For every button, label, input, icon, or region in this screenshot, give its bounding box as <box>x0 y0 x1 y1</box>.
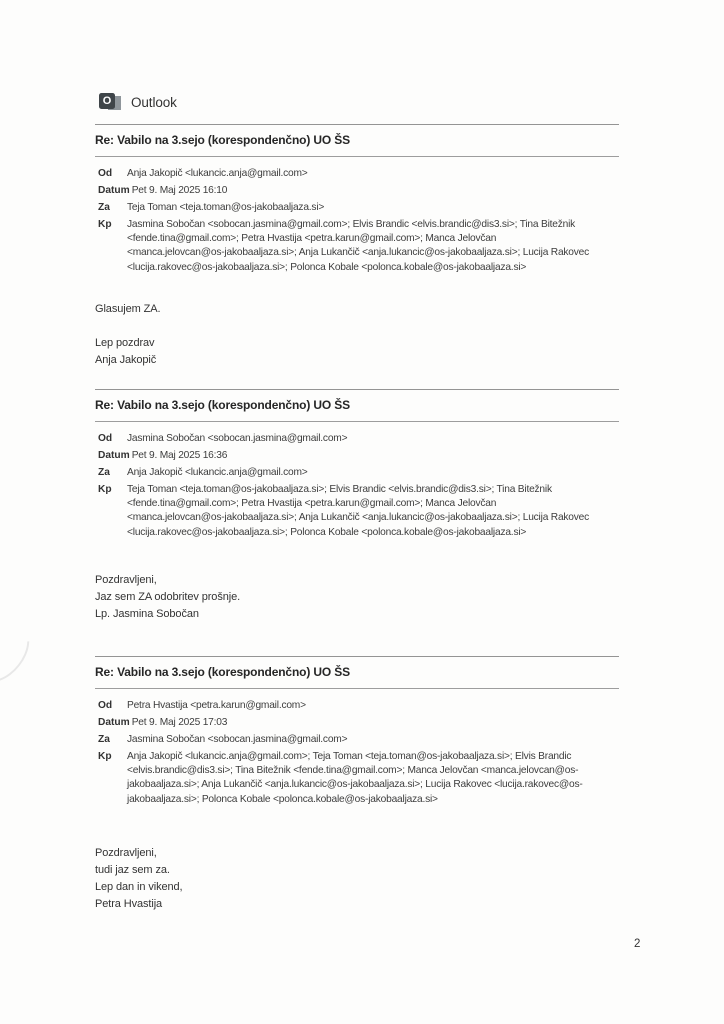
body-line: Petra Hvastija <box>95 897 163 910</box>
header-field-label: Datum <box>98 450 130 461</box>
header-field-label: Datum <box>98 185 130 196</box>
header-value-line: <lucija.rakovec@os-jakobaaljaza.si>; Polonca Kobale <polonca.kobale@os-jakobaaljaza.si> <box>127 261 527 273</box>
body-line: Pozdravljeni, <box>95 846 157 859</box>
header-value-line: <manca.jelovcan@os-jakobaaljaza.si>; Anja Lukančič <anja.lukancic@os-jakobaaljaza.si>; Lucija Rakovec <box>127 512 590 524</box>
body-line: Jaz sem ZA odobritev prošnje. <box>95 590 241 603</box>
header-row-za <box>98 466 619 480</box>
email-body <box>95 845 619 913</box>
email-subject: Re: Vabilo na 3.sejo (korespondenčno) UO ŠS <box>95 665 350 679</box>
header-field-value <box>132 184 619 198</box>
email-message <box>95 389 619 623</box>
body-line: Glasujem ZA. <box>95 302 161 315</box>
page-number: 2 <box>634 938 641 950</box>
outlook-label: Outlook <box>131 94 177 110</box>
header-value-line: Jasmina Sobočan <sobocan.jasmina@gmail.com> <box>127 433 348 444</box>
email-message <box>95 656 619 913</box>
header-field-label: Od <box>98 168 113 179</box>
header-value-line: <lucija.rakovec@os-jakobaaljaza.si>; Polonca Kobale <polonca.kobale@os-jakobaaljaza.si> <box>127 526 527 538</box>
body-line: Lp. Jasmina Sobočan <box>95 607 199 620</box>
header-field-value <box>127 201 619 215</box>
header-value-line: <manca.jelovcan@os-jakobaaljaza.si>; Anja Lukančič <anja.lukancic@os-jakobaaljaza.si>; Lucija Rakovec <box>127 247 590 259</box>
header-value-line: Anja Jakopič <lukancic.anja@gmail.com> <box>127 168 308 179</box>
header-value-line: Petra Hvastija <petra.karun@gmail.com> <box>127 700 306 711</box>
subject-divider <box>95 688 619 689</box>
subject-divider <box>95 156 619 157</box>
body-line: Lep pozdrav <box>95 336 155 349</box>
header-row-datum <box>98 184 619 198</box>
header-row-od <box>98 432 619 446</box>
header-field-value <box>127 733 619 747</box>
body-line: Anja Jakopič <box>95 353 157 366</box>
header-field-value <box>127 432 619 446</box>
header-field-label: Za <box>98 467 110 478</box>
header-value-line: jakobaaljaza.si>; Polonca Kobale <polonca.kobale@os-jakobaaljaza.si> <box>127 793 438 805</box>
header-row-za <box>98 733 619 747</box>
header-value-line: Pet 9. Maj 2025 16:36 <box>131 450 228 461</box>
header-row-kp <box>98 483 619 540</box>
body-line: Pozdravljeni, <box>95 573 157 586</box>
header-field-value <box>127 466 619 480</box>
header-field-label: Kp <box>98 751 112 762</box>
header-value-line: Jasmina Sobočan <sobocan.jasmina@gmail.com> <box>127 734 348 745</box>
outlook-brand <box>99 92 177 112</box>
header-field-value <box>127 218 619 275</box>
header-field-label: Od <box>98 433 113 444</box>
header-field-label: Kp <box>98 219 112 230</box>
header-value-line: Pet 9. Maj 2025 16:10 <box>131 185 228 196</box>
header-row-datum <box>98 716 619 730</box>
header-value-line: Pet 9. Maj 2025 17:03 <box>131 717 228 728</box>
header-value-line: jakobaaljaza.si>; Anja Lukančič <anja.lukancic@os-jakobaaljaza.si>; Lucija Rakovec <lucija.rakovec@os- <box>127 779 583 791</box>
header-value-line: Anja Jakopič <lukancic.anja@gmail.com> <box>127 467 308 478</box>
header-value-line: Teja Toman <teja.toman@os-jakobaaljaza.si> <box>127 202 325 213</box>
header-field-value <box>127 483 619 540</box>
outlook-icon <box>99 92 122 112</box>
email-message <box>95 124 619 369</box>
header-field-value <box>132 449 619 463</box>
header-row-od <box>98 699 619 713</box>
scan-smudge-artifact <box>0 614 40 692</box>
header-value-line: Teja Toman <teja.toman@os-jakobaaljaza.si>; Elvis Brandic <elvis.brandic@dis3.si>; Tina Bitežnik <box>127 484 552 495</box>
header-row-kp <box>98 750 619 807</box>
header-row-od <box>98 167 619 181</box>
header-field-value <box>127 167 619 181</box>
email-subject: Re: Vabilo na 3.sejo (korespondenčno) UO ŠS <box>95 398 350 412</box>
header-field-value <box>127 750 619 807</box>
header-field-label: Od <box>98 700 113 711</box>
email-headers <box>98 167 619 275</box>
body-line <box>95 318 619 335</box>
email-headers <box>98 699 619 807</box>
subject-divider <box>95 421 619 422</box>
header-value-line: Jasmina Sobočan <sobocan.jasmina@gmail.com>; Elvis Brandic <elvis.brandic@dis3.si>; Tina Bitežnik <box>127 219 576 230</box>
header-field-label: Kp <box>98 484 112 495</box>
body-line: tudi jaz sem za. <box>95 863 170 876</box>
header-row-datum <box>98 449 619 463</box>
email-body <box>95 301 619 369</box>
header-value-line: <fende.tina@gmail.com>; Petra Hvastija <petra.karun@gmail.com>; Manca Jelovčan <box>127 233 497 245</box>
header-value-line: <fende.tina@gmail.com>; Petra Hvastija <petra.karun@gmail.com>; Manca Jelovčan <box>127 498 497 510</box>
email-subject: Re: Vabilo na 3.sejo (korespondenčno) UO ŠS <box>95 133 350 147</box>
header-field-label: Za <box>98 202 110 213</box>
header-row-za <box>98 201 619 215</box>
header-field-value <box>127 699 619 713</box>
email-body <box>95 572 619 623</box>
header-field-label: Za <box>98 734 110 745</box>
email-headers <box>98 432 619 540</box>
header-row-kp <box>98 218 619 275</box>
header-value-line: <elvis.brandic@dis3.si>; Tina Bitežnik <fende.tina@gmail.com>; Manca Jelovčan <manca.jelovcan@os- <box>127 765 579 777</box>
body-line: Lep dan in vikend, <box>95 880 183 893</box>
outlook-icon-letter: O <box>99 93 115 109</box>
header-field-value <box>132 716 619 730</box>
header-value-line: Anja Jakopič <lukancic.anja@gmail.com>; Teja Toman <teja.toman@os-jakobaaljaza.si>; Elvis Brandic <box>127 751 572 762</box>
header-field-label: Datum <box>98 717 130 728</box>
